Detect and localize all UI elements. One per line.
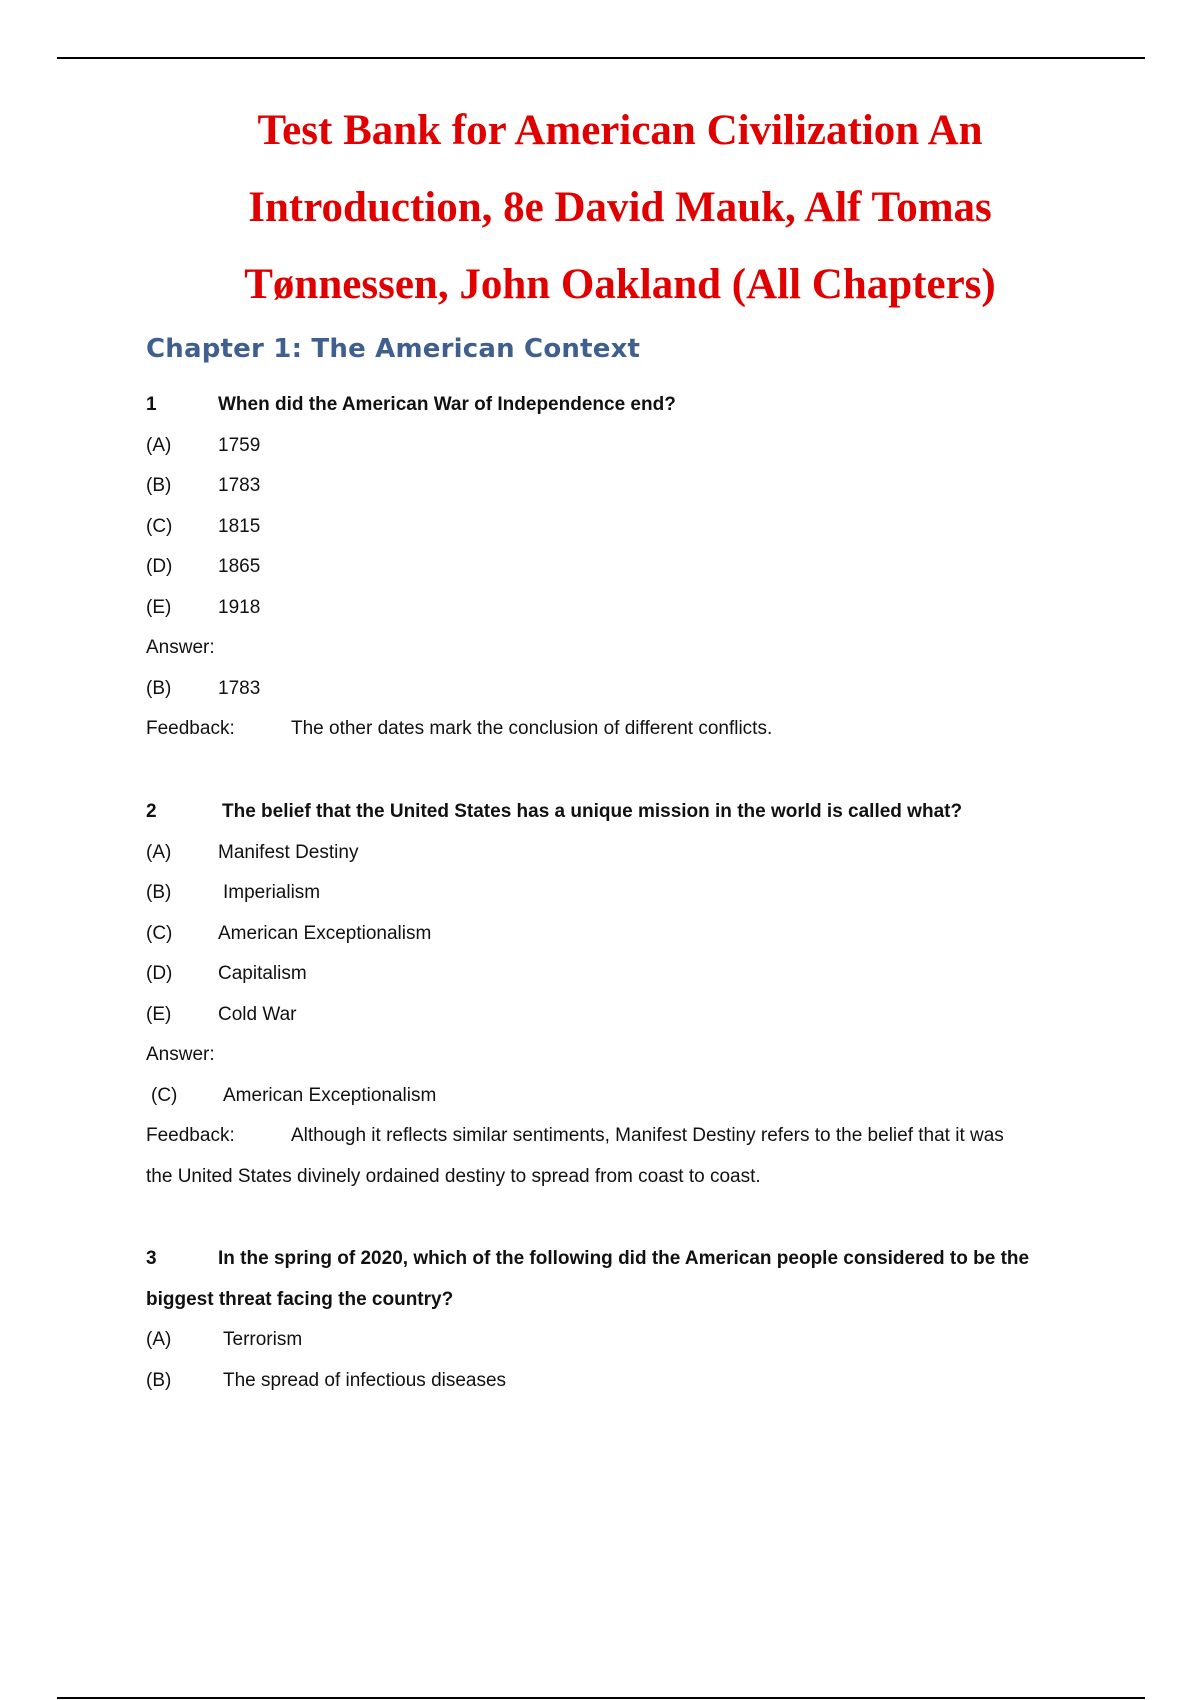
option-text: 1815 — [218, 515, 261, 537]
option-a — [146, 426, 1086, 467]
option-text: Capitalism — [218, 963, 307, 984]
option-e — [146, 588, 1086, 629]
option-c — [146, 914, 1086, 955]
option-c — [146, 507, 1086, 548]
option-letter: (D) — [146, 556, 173, 577]
option-letter: (A) — [146, 434, 172, 456]
option-text: Manifest Destiny — [218, 841, 359, 863]
question-1-stem — [146, 385, 1086, 426]
document-title — [160, 92, 1080, 323]
chapter-heading: Chapter 1: The American Context — [146, 334, 641, 364]
option-text: Terrorism — [223, 1329, 303, 1350]
question-1 — [146, 385, 1086, 750]
question-text: In the spring of 2020, which of the following did the American people considered to be the — [218, 1248, 1030, 1269]
feedback-label: Feedback: — [146, 718, 235, 739]
question-3-stem-line-1 — [146, 1239, 1086, 1280]
title-line-3: Tønnessen, John Oakland (All Chapters) — [244, 261, 996, 308]
question-3-stem-line-2: biggest threat facing the country? — [146, 1288, 454, 1310]
option-letter: (B) — [146, 475, 172, 496]
option-letter: (B) — [146, 882, 172, 903]
option-text: 1783 — [218, 475, 261, 496]
option-text: 1918 — [218, 596, 261, 618]
option-text: 1865 — [218, 556, 261, 577]
option-b — [146, 873, 1086, 914]
option-text: Cold War — [218, 1003, 297, 1025]
option-letter: (B) — [146, 1369, 172, 1391]
option-letter: (C) — [146, 515, 173, 537]
question-2 — [146, 792, 1086, 1197]
title-line-1: Test Bank for American Civilization An — [257, 107, 983, 154]
feedback-text: The other dates mark the conclusion of different conflicts. — [291, 718, 773, 739]
option-e — [146, 995, 1086, 1036]
option-letter: (D) — [146, 963, 173, 984]
question-text: The belief that the United States has a unique mission in the world is called what? — [222, 801, 963, 822]
option-a — [146, 833, 1086, 874]
option-d — [146, 954, 1086, 995]
option-letter: (E) — [146, 596, 172, 618]
feedback — [146, 1116, 1086, 1157]
answer-value — [146, 669, 1086, 710]
answer-text: American Exceptionalism — [223, 1084, 437, 1106]
option-d — [146, 547, 1086, 588]
answer-label: Answer: — [146, 1044, 215, 1065]
option-b — [146, 1361, 1086, 1402]
bottom-rule — [57, 1697, 1145, 1699]
feedback-text-line-1: Although it reflects similar sentiments, Manifest Destiny refers to the belief that it was — [291, 1125, 1004, 1146]
question-number: 1 — [146, 394, 157, 415]
answer-letter: (C) — [151, 1084, 178, 1106]
question-2-stem — [146, 792, 1086, 833]
option-text: Imperialism — [223, 882, 321, 903]
answer-text: 1783 — [218, 677, 261, 699]
question-3 — [146, 1239, 1086, 1401]
answer-letter: (B) — [146, 677, 172, 699]
title-line-2: Introduction, 8e David Mauk, Alf Tomas — [248, 184, 992, 231]
option-text: American Exceptionalism — [218, 922, 432, 944]
feedback — [146, 709, 1086, 750]
question-number: 2 — [146, 801, 157, 822]
option-text: The spread of infectious diseases — [223, 1369, 507, 1391]
question-text: When did the American War of Independence end? — [218, 394, 676, 415]
answer-label: Answer: — [146, 637, 215, 658]
feedback-continuation: the United States divinely ordained destiny to spread from coast to coast. — [146, 1165, 761, 1187]
option-letter: (A) — [146, 1329, 172, 1350]
feedback-label: Feedback: — [146, 1125, 235, 1146]
option-letter: (A) — [146, 841, 172, 863]
top-rule — [57, 57, 1145, 59]
question-number: 3 — [146, 1248, 157, 1269]
option-text: 1759 — [218, 434, 261, 456]
option-b — [146, 466, 1086, 507]
option-letter: (E) — [146, 1003, 172, 1025]
option-letter: (C) — [146, 922, 173, 944]
answer-value — [146, 1076, 1086, 1117]
option-a — [146, 1320, 1086, 1361]
